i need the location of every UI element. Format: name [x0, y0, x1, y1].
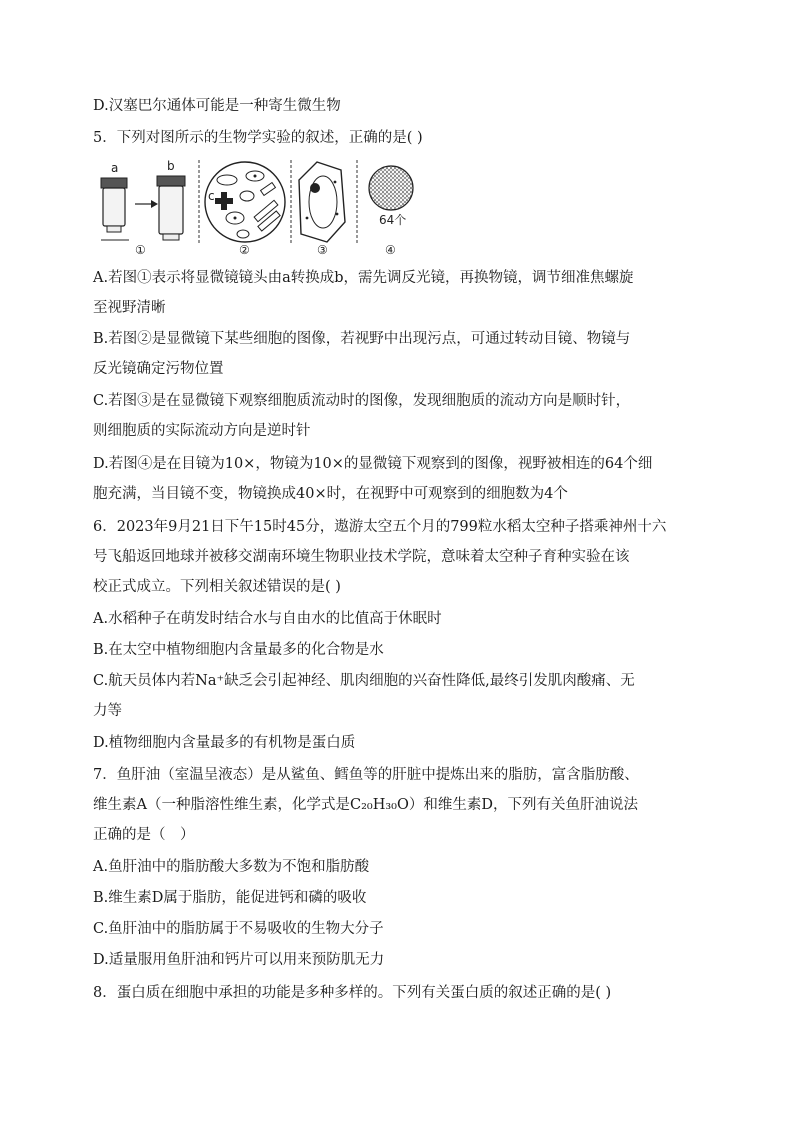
caption-3: ③	[317, 243, 328, 257]
caption-2: ②	[239, 243, 250, 257]
question-7-option-a: A.鱼肝油中的脂肪酸大多数为不饱和脂肪酸	[93, 859, 370, 875]
microscope-figure	[95, 158, 425, 258]
cell-field-of-view	[205, 162, 285, 242]
cell-count-label: 64个	[379, 213, 407, 227]
question-6-option-c: C.航天员体内若Na⁺缺乏会引起神经、肌肉细胞的兴奋性降低,最终引发肌肉酸痛、无	[93, 673, 635, 689]
question-7-stem: 7．鱼肝油（室温呈液态）是从鲨鱼、鳕鱼等的肝脏中提炼出来的脂肪，富含脂肪酸、	[93, 767, 639, 783]
question-8-stem: 8．蛋白质在细胞中承担的功能是多种多样的。下列有关蛋白质的叙述正确的是( )	[93, 985, 612, 1001]
question-5-option-d: D.若图④是在目镜为10×，物镜为10×的显微镜下观察到的图像，视野被相连的64个细	[93, 456, 653, 472]
question-5-option-a: A.若图①表示将显微镜镜头由a转换成b，需先调反光镜，再换物镜，调节细准焦螺旋	[93, 270, 634, 286]
caption-1: ①	[135, 243, 146, 257]
question-7-option-d: D.适量服用鱼肝油和钙片可以用来预防肌无力	[93, 952, 385, 968]
question-5-option-d-cont: 胞充满，当目镜不变，物镜换成40×时，在视野中可观察到的细胞数为4个	[93, 486, 568, 502]
label-a: a	[111, 161, 119, 175]
question-5-option-a-cont: 至视野清晰	[93, 300, 166, 316]
question-5-option-c-cont: 则细胞质的实际流动方向是逆时针	[93, 423, 311, 439]
cells-field-view	[369, 166, 413, 210]
question-6-option-d: D.植物细胞内含量最多的有机物是蛋白质	[93, 735, 356, 751]
question-5-option-b: B.若图②是显微镜下某些细胞的图像，若视野中出现污点，可通过转动目镜、物镜与	[93, 331, 631, 347]
question-7-option-c: C.鱼肝油中的脂肪属于不易吸收的生物大分子	[93, 921, 384, 937]
question-5-option-b-cont: 反光镜确定污物位置	[93, 361, 224, 377]
question-6-option-b: B.在太空中植物细胞内含量最多的化合物是水	[93, 642, 384, 658]
question-7-option-b: B.维生素D属于脂肪，能促进钙和磷的吸收	[93, 890, 367, 906]
label-c: c	[208, 189, 215, 203]
question-6-stem-cont: 校正式成立。下列相关叙述错误的是( )	[93, 579, 341, 595]
question-6-stem: 6．2023年9月21日下午15时45分，遨游太空五个月的799粒水稻太空种子搭乘神州十六	[93, 519, 667, 535]
objective-lens-b	[157, 176, 185, 240]
question-7-stem-cont: 维生素A（一种脂溶性维生素，化学式是C₂₀H₃₀O）和维生素D，下列有关鱼肝油说法	[93, 797, 638, 813]
option-5-prev-d: D.汉塞巴尔通体可能是一种寄生微生物	[93, 98, 341, 114]
question-5-option-c: C.若图③是在显微镜下观察细胞质流动时的图像，发现细胞质的流动方向是顺时针，	[93, 393, 631, 409]
arrowhead-icon	[151, 200, 158, 208]
question-7-stem-cont: 正确的是（ ）	[93, 827, 195, 843]
question-6-option-a: A.水稻种子在萌发时结合水与自由水的比值高于休眠时	[93, 611, 442, 627]
question-5-stem: 5．下列对图所示的生物学实验的叙述，正确的是( )	[93, 130, 423, 146]
label-b: b	[167, 159, 175, 173]
objective-lens-a	[101, 178, 127, 232]
plant-cell-diagram	[299, 162, 345, 242]
question-6-option-c-cont: 力等	[93, 703, 122, 719]
question-6-stem-cont: 号飞船返回地球并被移交湖南环境生物职业技术学院，意味着太空种子育种实验在该	[93, 549, 630, 565]
caption-4: ④	[385, 243, 396, 257]
